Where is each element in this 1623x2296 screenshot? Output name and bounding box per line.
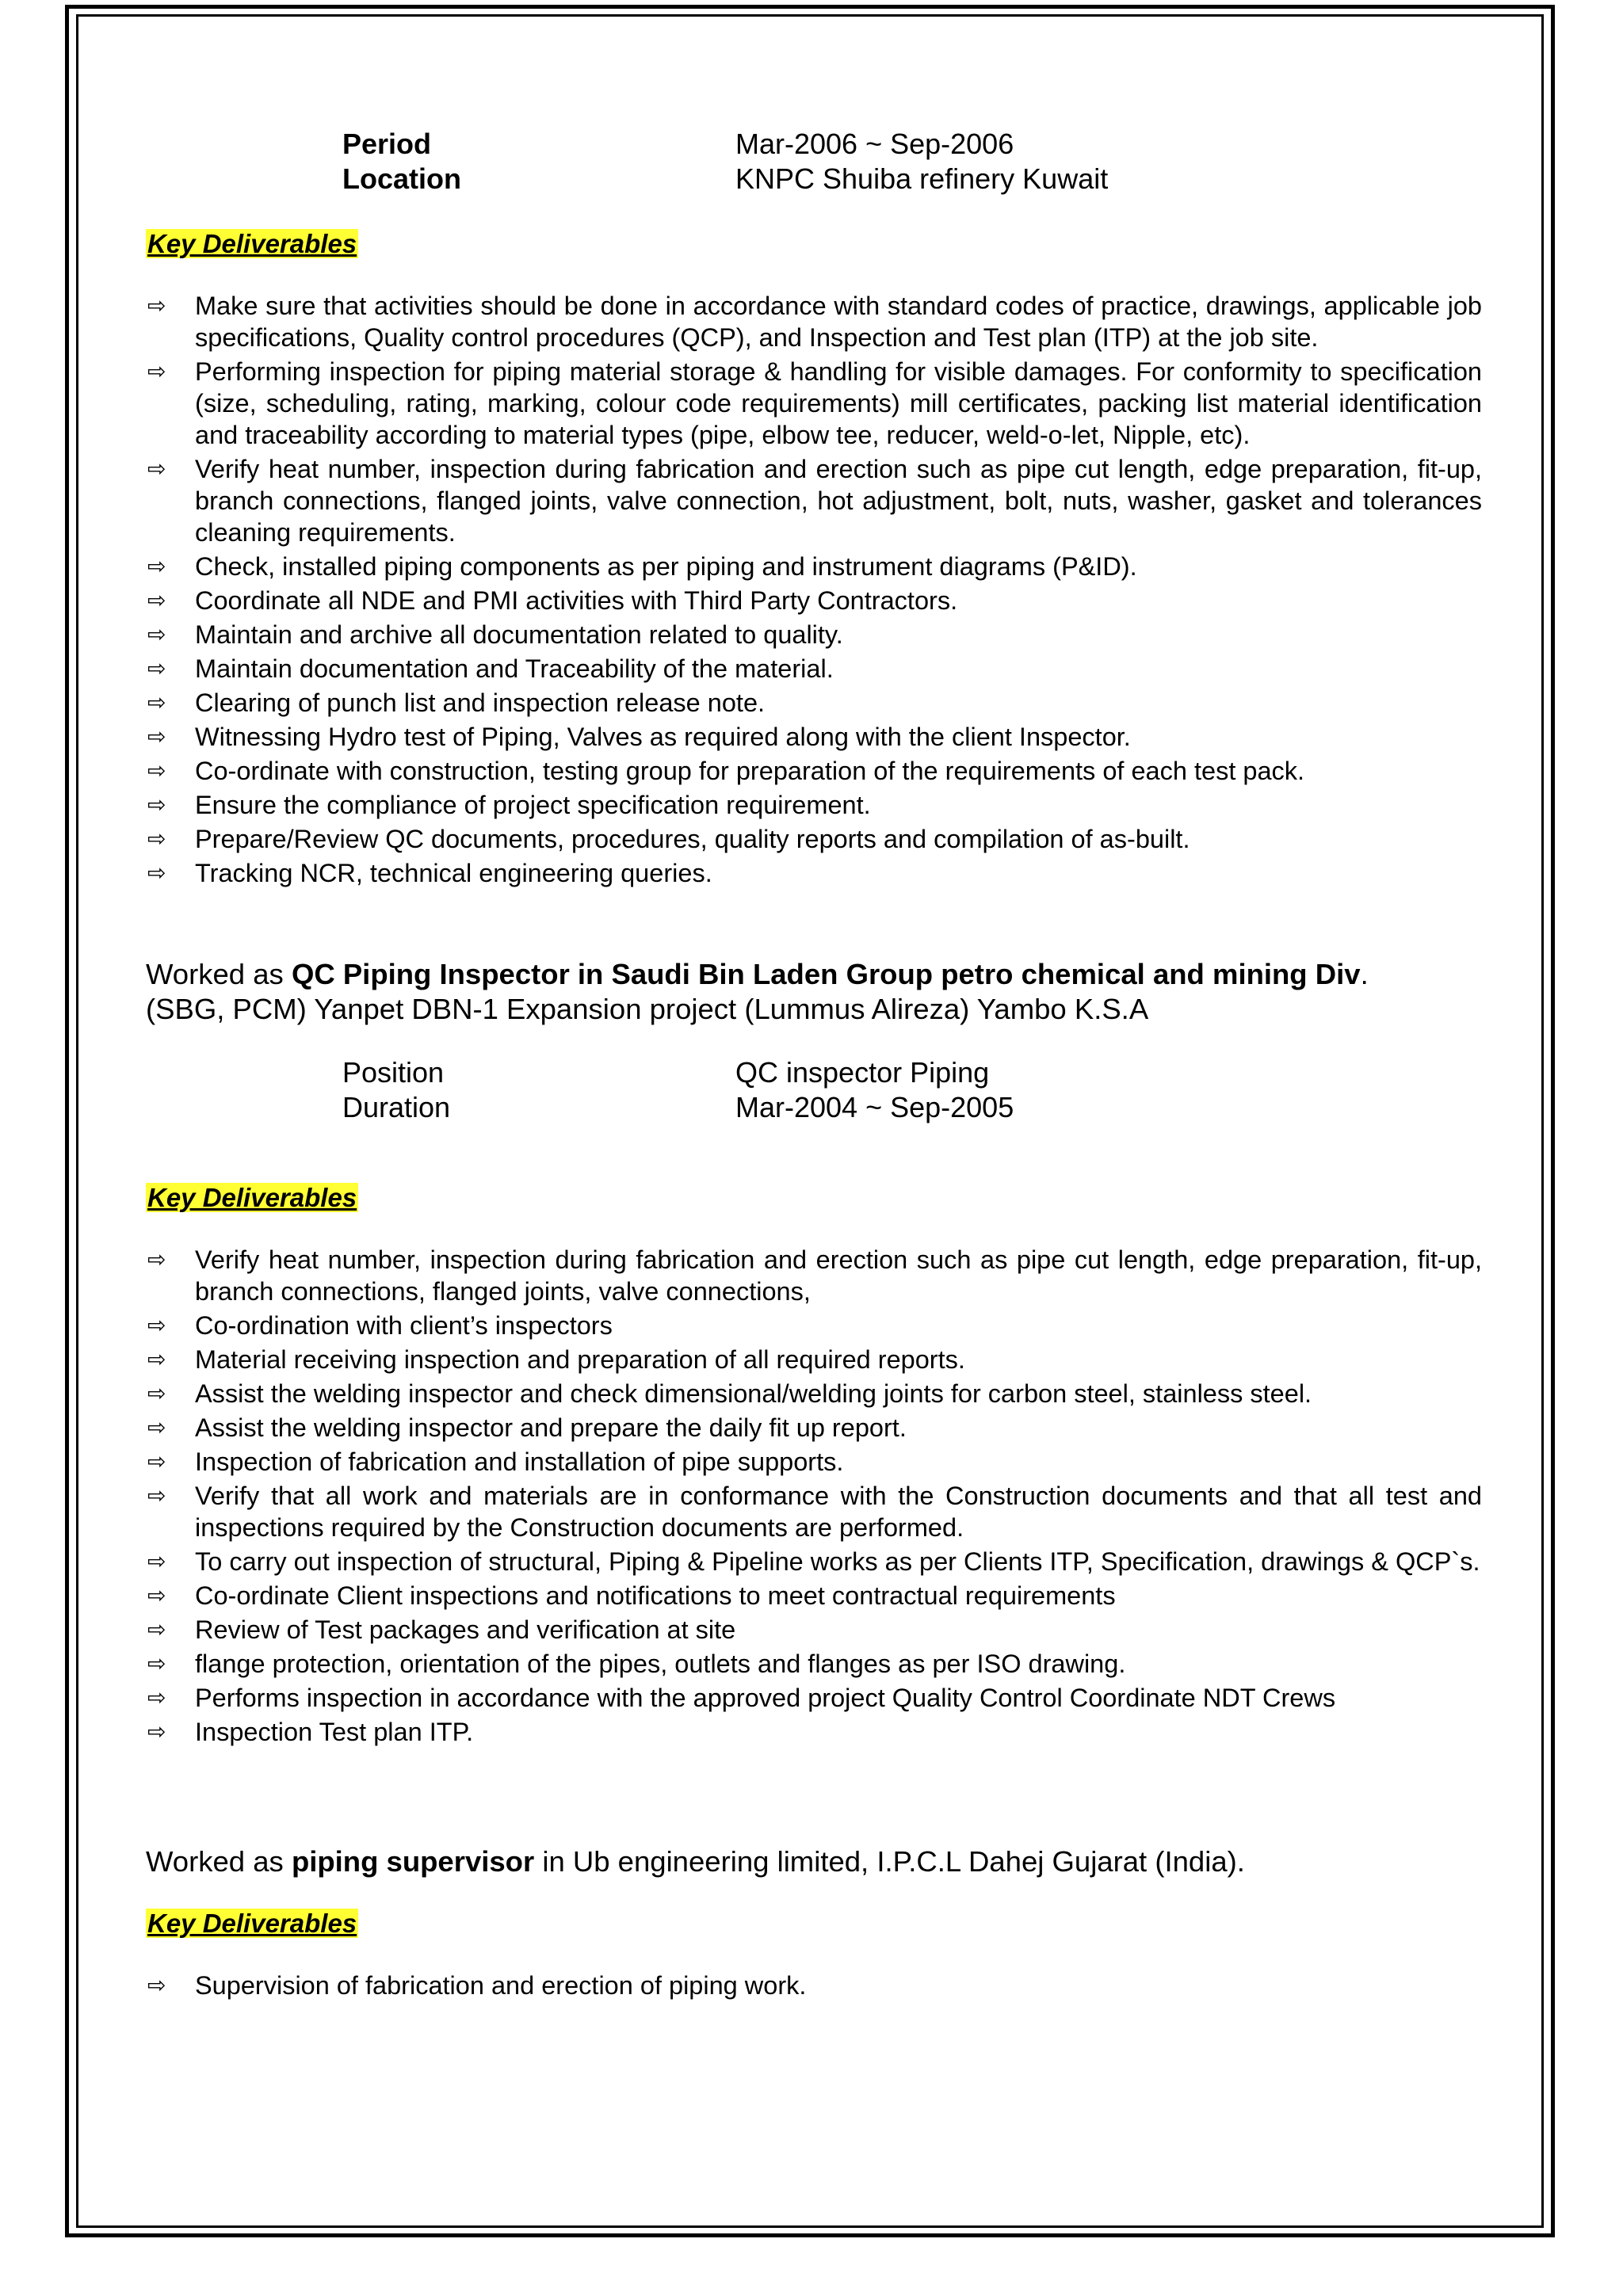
arrow-bullet-icon: ⇨ xyxy=(147,1616,166,1642)
deliverable-item xyxy=(146,1446,1482,1478)
deliverable-item xyxy=(146,687,1482,719)
deliverable-item xyxy=(146,1970,1482,2001)
info-row-duration xyxy=(146,1090,1482,1125)
arrow-bullet-icon: ⇨ xyxy=(147,1718,166,1745)
deliverable-item xyxy=(146,1310,1482,1341)
deliverable-text: Tracking NCR, technical engineering queries. xyxy=(195,859,712,887)
info-label: Position xyxy=(342,1056,445,1089)
deliverable-item xyxy=(146,755,1482,787)
arrow-bullet-icon: ⇨ xyxy=(147,1650,166,1676)
arrow-bullet-icon: ⇨ xyxy=(147,655,166,681)
deliverable-item xyxy=(146,585,1482,616)
deliverable-text: Coordinate all NDE and PMI activities with Third Party Contractors. xyxy=(195,586,958,615)
arrow-bullet-icon: ⇨ xyxy=(147,1482,166,1508)
arrow-bullet-icon: ⇨ xyxy=(147,1246,166,1272)
deliverable-text: Co-ordination with client’s inspectors xyxy=(195,1311,613,1340)
deliverable-text: Assist the welding inspector and prepare the daily fit up report. xyxy=(195,1413,907,1442)
deliverables-list xyxy=(146,1244,1482,1748)
worked-prefix: Worked as xyxy=(146,1845,292,1878)
arrow-bullet-icon: ⇨ xyxy=(147,723,166,749)
info-row-position xyxy=(146,1055,1482,1090)
deliverable-item xyxy=(146,1480,1482,1543)
info-row-period xyxy=(146,127,1482,162)
deliverable-text: Performs inspection in accordance with the approved project Quality Control Coordinate NDT Crews xyxy=(195,1684,1336,1712)
deliverable-text: Witnessing Hydro test of Piping, Valves as required along with the client Inspector. xyxy=(195,723,1131,751)
deliverable-text: Clearing of punch list and inspection release note. xyxy=(195,688,766,717)
arrow-bullet-icon: ⇨ xyxy=(147,1414,166,1440)
section-heading xyxy=(146,1908,1482,1939)
deliverable-text: Verify that all work and materials are in conformance with the Construction documents and that all test and inspections required by the Construction documents are performed. xyxy=(195,1482,1482,1542)
arrow-bullet-icon: ⇨ xyxy=(147,587,166,613)
deliverable-item xyxy=(146,653,1482,685)
worked-project-line: (SBG, PCM) Yanpet DBN-1 Expansion project (Lummus Alireza) Yambo K.S.A xyxy=(146,993,1149,1025)
resume-content xyxy=(146,127,1482,2004)
info-value: QC inspector Piping xyxy=(735,1056,990,1089)
deliverable-item xyxy=(146,823,1482,855)
arrow-bullet-icon: ⇨ xyxy=(147,1312,166,1338)
arrow-bullet-icon: ⇨ xyxy=(147,456,166,482)
worked-as-line xyxy=(146,957,1482,992)
deliverable-item xyxy=(146,1716,1482,1748)
deliverable-item xyxy=(146,1614,1482,1646)
worked-suffix: in Ub engineering limited, I.P.C.L Dahej Gujarat (India). xyxy=(534,1845,1245,1878)
arrow-bullet-icon: ⇨ xyxy=(147,826,166,852)
deliverable-item xyxy=(146,1344,1482,1375)
deliverable-text: Prepare/Review QC documents, procedures, quality reports and compilation of as-built. xyxy=(195,825,1190,853)
deliverable-item xyxy=(146,1378,1482,1409)
arrow-bullet-icon: ⇨ xyxy=(147,1972,166,1998)
deliverable-item xyxy=(146,857,1482,889)
deliverable-text: Make sure that activities should be done in accordance with standard codes of practice, drawings, applicable job specifications, Quality control procedures (QCP), and Inspection and Test plan (ITP) at the job site. xyxy=(195,292,1482,352)
deliverable-item xyxy=(146,619,1482,650)
deliverable-item xyxy=(146,1244,1482,1307)
deliverable-item xyxy=(146,721,1482,753)
deliverable-item xyxy=(146,1580,1482,1611)
deliverable-text: Material receiving inspection and preparation of all required reports. xyxy=(195,1345,965,1374)
deliverables-list xyxy=(146,290,1482,889)
arrow-bullet-icon: ⇨ xyxy=(147,1346,166,1372)
deliverable-text: Inspection of fabrication and installation of pipe supports. xyxy=(195,1447,844,1476)
arrow-bullet-icon: ⇨ xyxy=(147,860,166,886)
deliverable-text: Verify heat number, inspection during fabrication and erection such as pipe cut length, edge preparation, fit-up, branch connections, flanged joints, valve connections, xyxy=(195,1245,1482,1306)
deliverable-item xyxy=(146,789,1482,821)
deliverable-item xyxy=(146,551,1482,582)
arrow-bullet-icon: ⇨ xyxy=(147,689,166,715)
section-heading xyxy=(146,1182,1482,1214)
arrow-bullet-icon: ⇨ xyxy=(147,553,166,579)
deliverable-text: Inspection Test plan ITP. xyxy=(195,1718,474,1746)
info-value: Mar-2004 ~ Sep-2005 xyxy=(735,1091,1014,1123)
info-label: Location xyxy=(342,162,461,195)
key-deliverables-heading: Key Deliverables xyxy=(147,1183,357,1212)
arrow-bullet-icon: ⇨ xyxy=(147,358,166,384)
deliverable-item xyxy=(146,290,1482,353)
key-deliverables-heading: Key Deliverables xyxy=(147,229,357,258)
deliverable-text: Check, installed piping components as per piping and instrument diagrams (P&ID). xyxy=(195,552,1137,581)
arrow-bullet-icon: ⇨ xyxy=(147,1684,166,1711)
deliverable-text: Maintain and archive all documentation related to quality. xyxy=(195,620,843,649)
deliverable-text: To carry out inspection of structural, Piping & Pipeline works as per Clients ITP, Specification, drawings & QCP`s. xyxy=(195,1547,1480,1576)
arrow-bullet-icon: ⇨ xyxy=(147,1380,166,1406)
deliverable-text: Verify heat number, inspection during fabrication and erection such as pipe cut length, edge preparation, fit-up, branch connections, flanged joints, valve connection, hot adjustment, bolt, nuts, washer, gasket and tolerances cleaning requirements. xyxy=(195,455,1482,547)
info-value: KNPC Shuiba refinery Kuwait xyxy=(735,162,1109,195)
key-deliverables-heading: Key Deliverables xyxy=(147,1909,357,1938)
arrow-bullet-icon: ⇨ xyxy=(147,1448,166,1474)
worked-prefix: Worked as xyxy=(146,958,292,990)
worked-as-line xyxy=(146,1844,1482,1879)
arrow-bullet-icon: ⇨ xyxy=(147,621,166,647)
info-label: Period xyxy=(342,128,432,160)
arrow-bullet-icon: ⇨ xyxy=(147,1582,166,1608)
arrow-bullet-icon: ⇨ xyxy=(147,757,166,784)
worked-role: QC Piping Inspector in Saudi Bin Laden Group petro chemical and mining Div xyxy=(291,958,1361,990)
deliverable-text: Supervision of fabrication and erection of piping work. xyxy=(195,1971,807,2000)
deliverables-list xyxy=(146,1970,1482,2001)
info-row-location xyxy=(146,162,1482,196)
deliverable-item xyxy=(146,356,1482,451)
deliverable-text: Maintain documentation and Traceability of the material. xyxy=(195,654,834,683)
info-label: Duration xyxy=(342,1091,451,1123)
deliverable-text: Ensure the compliance of project specification requirement. xyxy=(195,791,871,819)
deliverable-item xyxy=(146,1412,1482,1444)
deliverable-text: flange protection, orientation of the pipes, outlets and flanges as per ISO drawing. xyxy=(195,1650,1126,1678)
deliverable-text: Co-ordinate with construction, testing group for preparation of the requirements of each test pack. xyxy=(195,757,1305,785)
worked-suffix: . xyxy=(1360,958,1369,990)
deliverable-text: Assist the welding inspector and check dimensional/welding joints for carbon steel, stainless steel. xyxy=(195,1379,1312,1408)
deliverable-item xyxy=(146,1682,1482,1714)
arrow-bullet-icon: ⇨ xyxy=(147,791,166,818)
deliverable-item xyxy=(146,1648,1482,1680)
deliverable-text: Review of Test packages and verification at site xyxy=(195,1615,736,1644)
deliverable-item xyxy=(146,1546,1482,1577)
deliverable-text: Performing inspection for piping material storage & handling for visible damages. For conformity to specification (size, scheduling, rating, marking, colour code requirements) mill certificates, packing list material identification and traceability according to material types (pipe, elbow tee, reducer, weld-o-let, Nipple, etc). xyxy=(195,357,1482,449)
arrow-bullet-icon: ⇨ xyxy=(147,292,166,318)
deliverable-item xyxy=(146,453,1482,548)
info-value: Mar-2006 ~ Sep-2006 xyxy=(735,128,1014,160)
arrow-bullet-icon: ⇨ xyxy=(147,1548,166,1574)
worked-role: piping supervisor xyxy=(291,1845,535,1878)
section-heading xyxy=(146,228,1482,260)
deliverable-text: Co-ordinate Client inspections and notifications to meet contractual requirements xyxy=(195,1581,1116,1610)
